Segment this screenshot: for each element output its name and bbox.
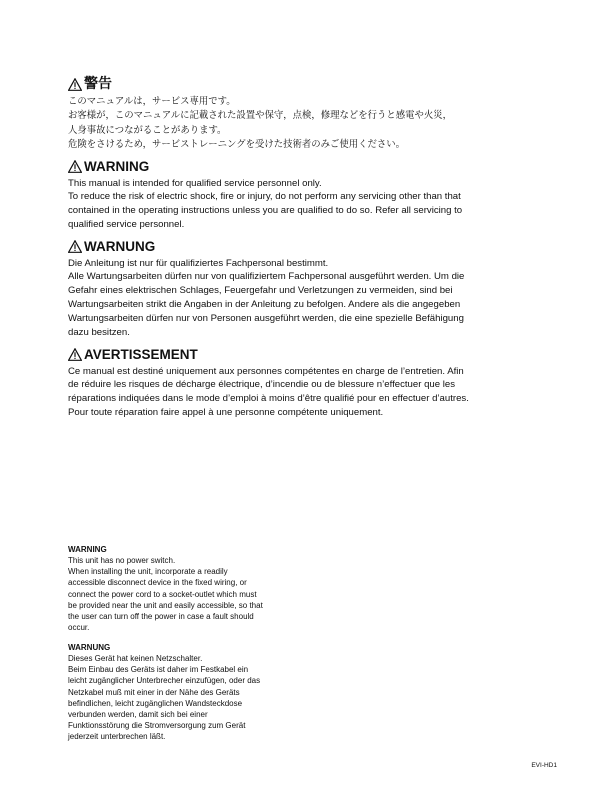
paragraph-line: contained in the operating instructions unless you are qualified to do so. Refer all servicing to (68, 205, 463, 217)
paragraph-line: de réduire les risques de décharge électrique, d’incendie ou de blessure n’effectuer que les (68, 379, 456, 391)
notice-line: be provided near the unit and easily accessible, so that (68, 600, 263, 610)
notice-line: This unit has no power switch. (68, 556, 176, 565)
paragraph-line: qualified service personnel. (68, 219, 185, 231)
notice-line: Netzkabel muß mit einer in der Nähe des Geräts (68, 687, 240, 697)
section-heading-french (68, 348, 469, 362)
paragraph-line: Gefahr eines elektrischen Schlages, Feuergefahr und Verletzungen zu vermeiden, sind bei (68, 285, 453, 297)
paragraph-line: 人身事故につながることがあります。 (68, 124, 227, 136)
section-heading-english (68, 160, 462, 174)
notice-line: Beim Einbau des Geräts ist daher im Festkabel ein (68, 665, 249, 675)
paragraph-line: 危険をさけるため，サービストレーニングを受けた技術者のみご使用ください。 (68, 138, 405, 150)
heading-text: WARNUNG (84, 239, 156, 254)
paragraph-line: Ce manual est destiné uniquement aux personnes compétentes en charge de l’entretien. Afin (68, 365, 464, 377)
notice-line: accessible disconnect device in the fixed wiring, or (68, 578, 247, 588)
heading-text: 警告 (84, 76, 112, 92)
notice-heading: WARNING (68, 545, 107, 554)
section-body-japanese (68, 95, 452, 152)
paragraph-line: To reduce the risk of electric shock, fire or injury, do not perform any servicing other than that (68, 191, 461, 203)
warning-triangle-icon (68, 240, 82, 253)
warning-section-french (68, 348, 469, 420)
notice-line: When installing the unit, incorporate a readily (68, 567, 228, 577)
section-body-french (68, 365, 469, 421)
section-body-german (68, 257, 464, 340)
notice-line: occur. (68, 623, 90, 633)
notice-line: the user can turn off the power in case a fault should (68, 612, 254, 622)
notice-line: befindlichen, leicht zugänglichen Wandsteckdose (68, 698, 243, 708)
paragraph-line: This manual is intended for qualified service personnel only. (68, 177, 322, 189)
section-heading-german (68, 240, 464, 254)
warning-triangle-icon (68, 160, 82, 173)
paragraph-line: Die Anleitung ist nur für qualifiziertes Fachpersonal bestimmt. (68, 257, 329, 269)
section-body-english (68, 177, 462, 233)
notice-line: jederzeit unterbrechen läßt. (68, 732, 166, 742)
heading-text: AVERTISSEMENT (84, 347, 198, 362)
paragraph-line: Wartungsarbeiten strikt die Angaben in der Anleitung zu befolgen. Andere als die angegeben (68, 299, 461, 311)
paragraph-line: dazu besitzen. (68, 327, 130, 339)
paragraph-line: réparations indiquées dans le mode d’emploi à moins d’être qualifié pour en effectuer d’autres. (68, 393, 469, 405)
paragraph-line: お客様が，このマニュアルに記載された設置や保守，点検，修理などを行うと感電や火災， (68, 110, 453, 122)
notice-line: leicht zugänglicher Unterbrecher einzufügen, oder das (68, 676, 261, 686)
warning-triangle-icon (68, 78, 82, 91)
paragraph-line: Pour toute réparation faire appel à une personne compétente uniquement. (68, 407, 384, 419)
model-code: EVI-HD1 (531, 762, 557, 769)
paragraph-line: Alle Wartungsarbeiten dürfen nur von qualifiziertem Fachpersonal ausgeführt werden. Um die (68, 271, 465, 283)
notice-line: connect the power cord to a socket-outlet which must (68, 589, 257, 599)
notice-line: verbunden werden, damit sich bei einer (68, 710, 208, 720)
power-notice-german (68, 642, 260, 743)
warning-section-english (68, 160, 462, 232)
warning-triangle-icon (68, 348, 82, 361)
power-notice-english (68, 544, 263, 633)
warning-section-german (68, 240, 464, 340)
notice-heading: WARNUNG (68, 643, 111, 652)
paragraph-line: Wartungsarbeiten dürfen nur von Personen ausgeführt werden, die eine spezielle Befähigung (68, 313, 464, 325)
notice-line: Funktionsstörung die Stromversorgung zum Gerät (68, 721, 246, 731)
notice-line: Dieses Gerät hat keinen Netzschalter. (68, 654, 203, 663)
section-heading-japanese (68, 77, 452, 91)
heading-text: WARNING (84, 159, 150, 174)
paragraph-line: このマニュアルは，サービス専用です。 (68, 96, 236, 107)
warning-section-japanese (68, 77, 452, 152)
